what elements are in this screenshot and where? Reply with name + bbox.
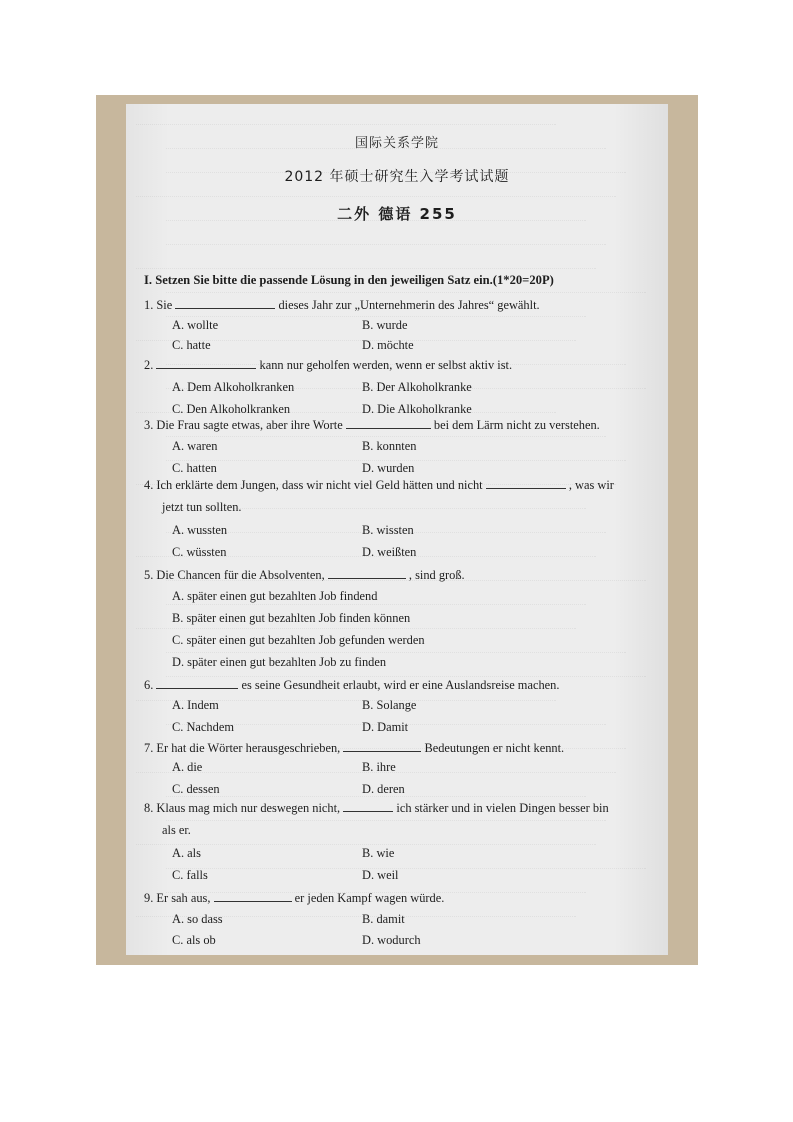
answer-option[interactable] (172, 760, 202, 775)
option-text: Indem (187, 698, 219, 712)
answer-option[interactable] (362, 461, 414, 476)
answer-option[interactable] (172, 782, 220, 797)
answer-option[interactable] (362, 846, 394, 861)
option-text: weil (377, 868, 399, 882)
question-number: 2. (144, 358, 154, 372)
option-text: wodurch (377, 933, 421, 947)
option-letter: D. (362, 461, 375, 475)
option-text: weißten (377, 545, 417, 559)
option-text: später einen gut bezahlten Job finden können (186, 611, 411, 625)
option-text: Dem Alkoholkranken (187, 380, 295, 394)
question-text-continued: jetzt tun sollten. (162, 500, 242, 514)
option-text: möchte (377, 338, 414, 352)
option-letter: D. (362, 720, 375, 734)
option-text: wie (376, 846, 395, 860)
exam-year-title: 2012 年硕士研究生入学考试试题 (284, 169, 510, 185)
question-stem (144, 357, 512, 373)
question-number: 7. (144, 741, 154, 755)
exam-subject: 二外 德语 255 (337, 205, 457, 223)
answer-blank[interactable] (175, 297, 275, 309)
question-text-before: Klaus mag mich nur deswegen nicht, (156, 801, 341, 815)
answer-blank[interactable] (156, 677, 238, 689)
answer-option[interactable] (172, 589, 377, 604)
question-number: 1. (144, 298, 154, 312)
option-text: Der Alkoholkranke (376, 380, 472, 394)
option-text: deren (377, 782, 405, 796)
option-text: wussten (187, 523, 228, 537)
question-text-before: Sie (156, 298, 173, 312)
option-letter: C. (172, 782, 184, 796)
answer-option[interactable] (172, 698, 219, 713)
answer-option[interactable] (172, 611, 410, 626)
question-text-after: ich stärker und in vielen Dingen besser bin (396, 801, 609, 815)
option-letter: C. (172, 545, 184, 559)
option-text: falls (186, 868, 208, 882)
answer-option[interactable] (362, 698, 416, 713)
question-number: 4. (144, 478, 154, 492)
question-stem (144, 800, 609, 816)
option-text: hatten (186, 461, 217, 475)
answer-option[interactable] (172, 380, 294, 395)
answer-blank[interactable] (343, 740, 421, 752)
option-text: wollte (187, 318, 219, 332)
question-text-continued: als er. (162, 823, 191, 837)
option-letter: B. (362, 698, 374, 712)
answer-blank[interactable] (346, 417, 431, 429)
answer-option[interactable] (172, 655, 386, 670)
bleed-line (166, 820, 606, 831)
bleed-line (166, 868, 646, 879)
option-letter: C. (172, 720, 184, 734)
question-text-after: Bedeutungen er nicht kennt. (424, 741, 565, 755)
option-letter: D. (362, 933, 375, 947)
answer-blank[interactable] (328, 567, 406, 579)
question-text-after: , sind groß. (408, 568, 465, 582)
question-number: 3. (144, 418, 154, 432)
question-text-after: kann nur geholfen werden, wenn er selbst aktiv ist. (259, 358, 513, 372)
option-letter: A. (172, 523, 185, 537)
option-text: so dass (187, 912, 223, 926)
answer-option[interactable] (172, 846, 201, 861)
question-stem (144, 477, 614, 493)
option-letter: D. (362, 782, 375, 796)
option-letter: D. (362, 338, 375, 352)
option-letter: D. (362, 402, 375, 416)
question-stem (144, 740, 564, 756)
option-text: ihre (376, 760, 396, 774)
option-letter: B. (362, 912, 374, 926)
option-letter: A. (172, 760, 185, 774)
question-stem (144, 417, 600, 433)
option-text: wurde (376, 318, 408, 332)
answer-option[interactable] (362, 933, 421, 948)
answer-option[interactable] (362, 380, 472, 395)
option-letter: A. (172, 698, 185, 712)
question-stem (144, 297, 540, 313)
answer-option[interactable] (172, 523, 227, 538)
answer-option[interactable] (172, 461, 217, 476)
option-text: wurden (377, 461, 415, 475)
exam-paper (126, 104, 668, 955)
option-letter: B. (172, 611, 184, 625)
option-letter: C. (172, 338, 184, 352)
question-text-before: Ich erklärte dem Jungen, dass wir nicht viel Geld hätten und nicht (156, 478, 483, 492)
option-text: Den Alkoholkranken (186, 402, 291, 416)
option-text: hatte (186, 338, 211, 352)
school-name: 国际关系学院 (354, 136, 439, 151)
answer-option[interactable] (362, 545, 416, 560)
answer-option[interactable] (362, 439, 416, 454)
answer-option[interactable] (362, 523, 414, 538)
option-letter: C. (172, 633, 184, 647)
option-text: Solange (376, 698, 417, 712)
option-letter: C. (172, 933, 184, 947)
option-letter: B. (362, 380, 374, 394)
answer-option[interactable] (172, 720, 234, 735)
option-letter: A. (172, 380, 185, 394)
question-text-before: Er sah aus, (156, 891, 211, 905)
option-text: Die Alkoholkranke (377, 402, 472, 416)
answer-option[interactable] (362, 912, 405, 927)
answer-option[interactable] (172, 439, 217, 454)
question-text-after: dieses Jahr zur „Unternehmerin des Jahres“ gewählt. (278, 298, 540, 312)
answer-option[interactable] (172, 933, 216, 948)
answer-option[interactable] (172, 633, 425, 648)
option-letter: A. (172, 318, 185, 332)
option-text: dessen (186, 782, 220, 796)
question-number: 9. (144, 891, 154, 905)
option-text: Damit (377, 720, 409, 734)
question-number: 5. (144, 568, 154, 582)
option-letter: A. (172, 439, 185, 453)
option-letter: C. (172, 868, 184, 882)
answer-option[interactable] (172, 402, 290, 417)
section-instruction: I. Setzen Sie bitte die passende Lösung in den jeweiligen Satz ein.(1*20=20P) (144, 273, 554, 287)
option-text: später einen gut bezahlten Job gefunden werden (186, 633, 425, 647)
answer-option[interactable] (362, 782, 405, 797)
option-text: später einen gut bezahlten Job findend (187, 589, 378, 603)
answer-option[interactable] (362, 760, 396, 775)
answer-option[interactable] (362, 338, 414, 353)
answer-option[interactable] (172, 338, 211, 353)
option-text: waren (187, 439, 218, 453)
option-text: damit (376, 912, 405, 926)
option-letter: D. (362, 868, 375, 882)
option-text: Nachdem (186, 720, 234, 734)
bleed-line (166, 244, 606, 255)
answer-blank[interactable] (156, 357, 256, 369)
question-stem (144, 567, 465, 583)
option-text: wissten (376, 523, 414, 537)
option-letter: A. (172, 912, 185, 926)
question-text-after: es seine Gesundheit erlaubt, wird er eine Auslandsreise machen. (241, 678, 560, 692)
option-letter: B. (362, 523, 374, 537)
question-text-after: er jeden Kampf wagen würde. (294, 891, 445, 905)
option-text: als ob (186, 933, 216, 947)
option-letter: B. (362, 318, 374, 332)
option-text: wüssten (186, 545, 227, 559)
question-text-before: Er hat die Wörter herausgeschrieben, (156, 741, 341, 755)
answer-blank[interactable] (343, 800, 393, 812)
option-letter: B. (362, 846, 374, 860)
option-letter: C. (172, 402, 184, 416)
question-text-before: Die Frau sagte etwas, aber ihre Worte (156, 418, 343, 432)
option-letter: B. (362, 439, 374, 453)
question-text-after: , was wir (568, 478, 614, 492)
option-letter: D. (362, 545, 375, 559)
answer-option[interactable] (362, 402, 472, 417)
answer-option[interactable] (172, 868, 208, 883)
answer-option[interactable] (362, 318, 407, 333)
answer-option[interactable] (172, 545, 226, 560)
option-text: konnten (376, 439, 417, 453)
question-number: 8. (144, 801, 154, 815)
question-text-after: bei dem Lärm nicht zu verstehen. (433, 418, 600, 432)
option-text: als (187, 846, 201, 860)
option-letter: A. (172, 589, 185, 603)
answer-option[interactable] (172, 318, 218, 333)
option-letter: C. (172, 461, 184, 475)
question-stem (144, 890, 444, 906)
answer-option[interactable] (172, 912, 223, 927)
answer-option[interactable] (362, 720, 408, 735)
option-text: die (187, 760, 203, 774)
question-stem (144, 677, 559, 693)
question-text-before: Die Chancen für die Absolventen, (156, 568, 325, 582)
answer-blank[interactable] (214, 890, 292, 902)
answer-blank[interactable] (486, 477, 566, 489)
answer-option[interactable] (362, 868, 399, 883)
option-letter: D. (172, 655, 185, 669)
option-text: später einen gut bezahlten Job zu finden (187, 655, 387, 669)
option-letter: A. (172, 846, 185, 860)
question-number: 6. (144, 678, 154, 692)
option-letter: B. (362, 760, 374, 774)
